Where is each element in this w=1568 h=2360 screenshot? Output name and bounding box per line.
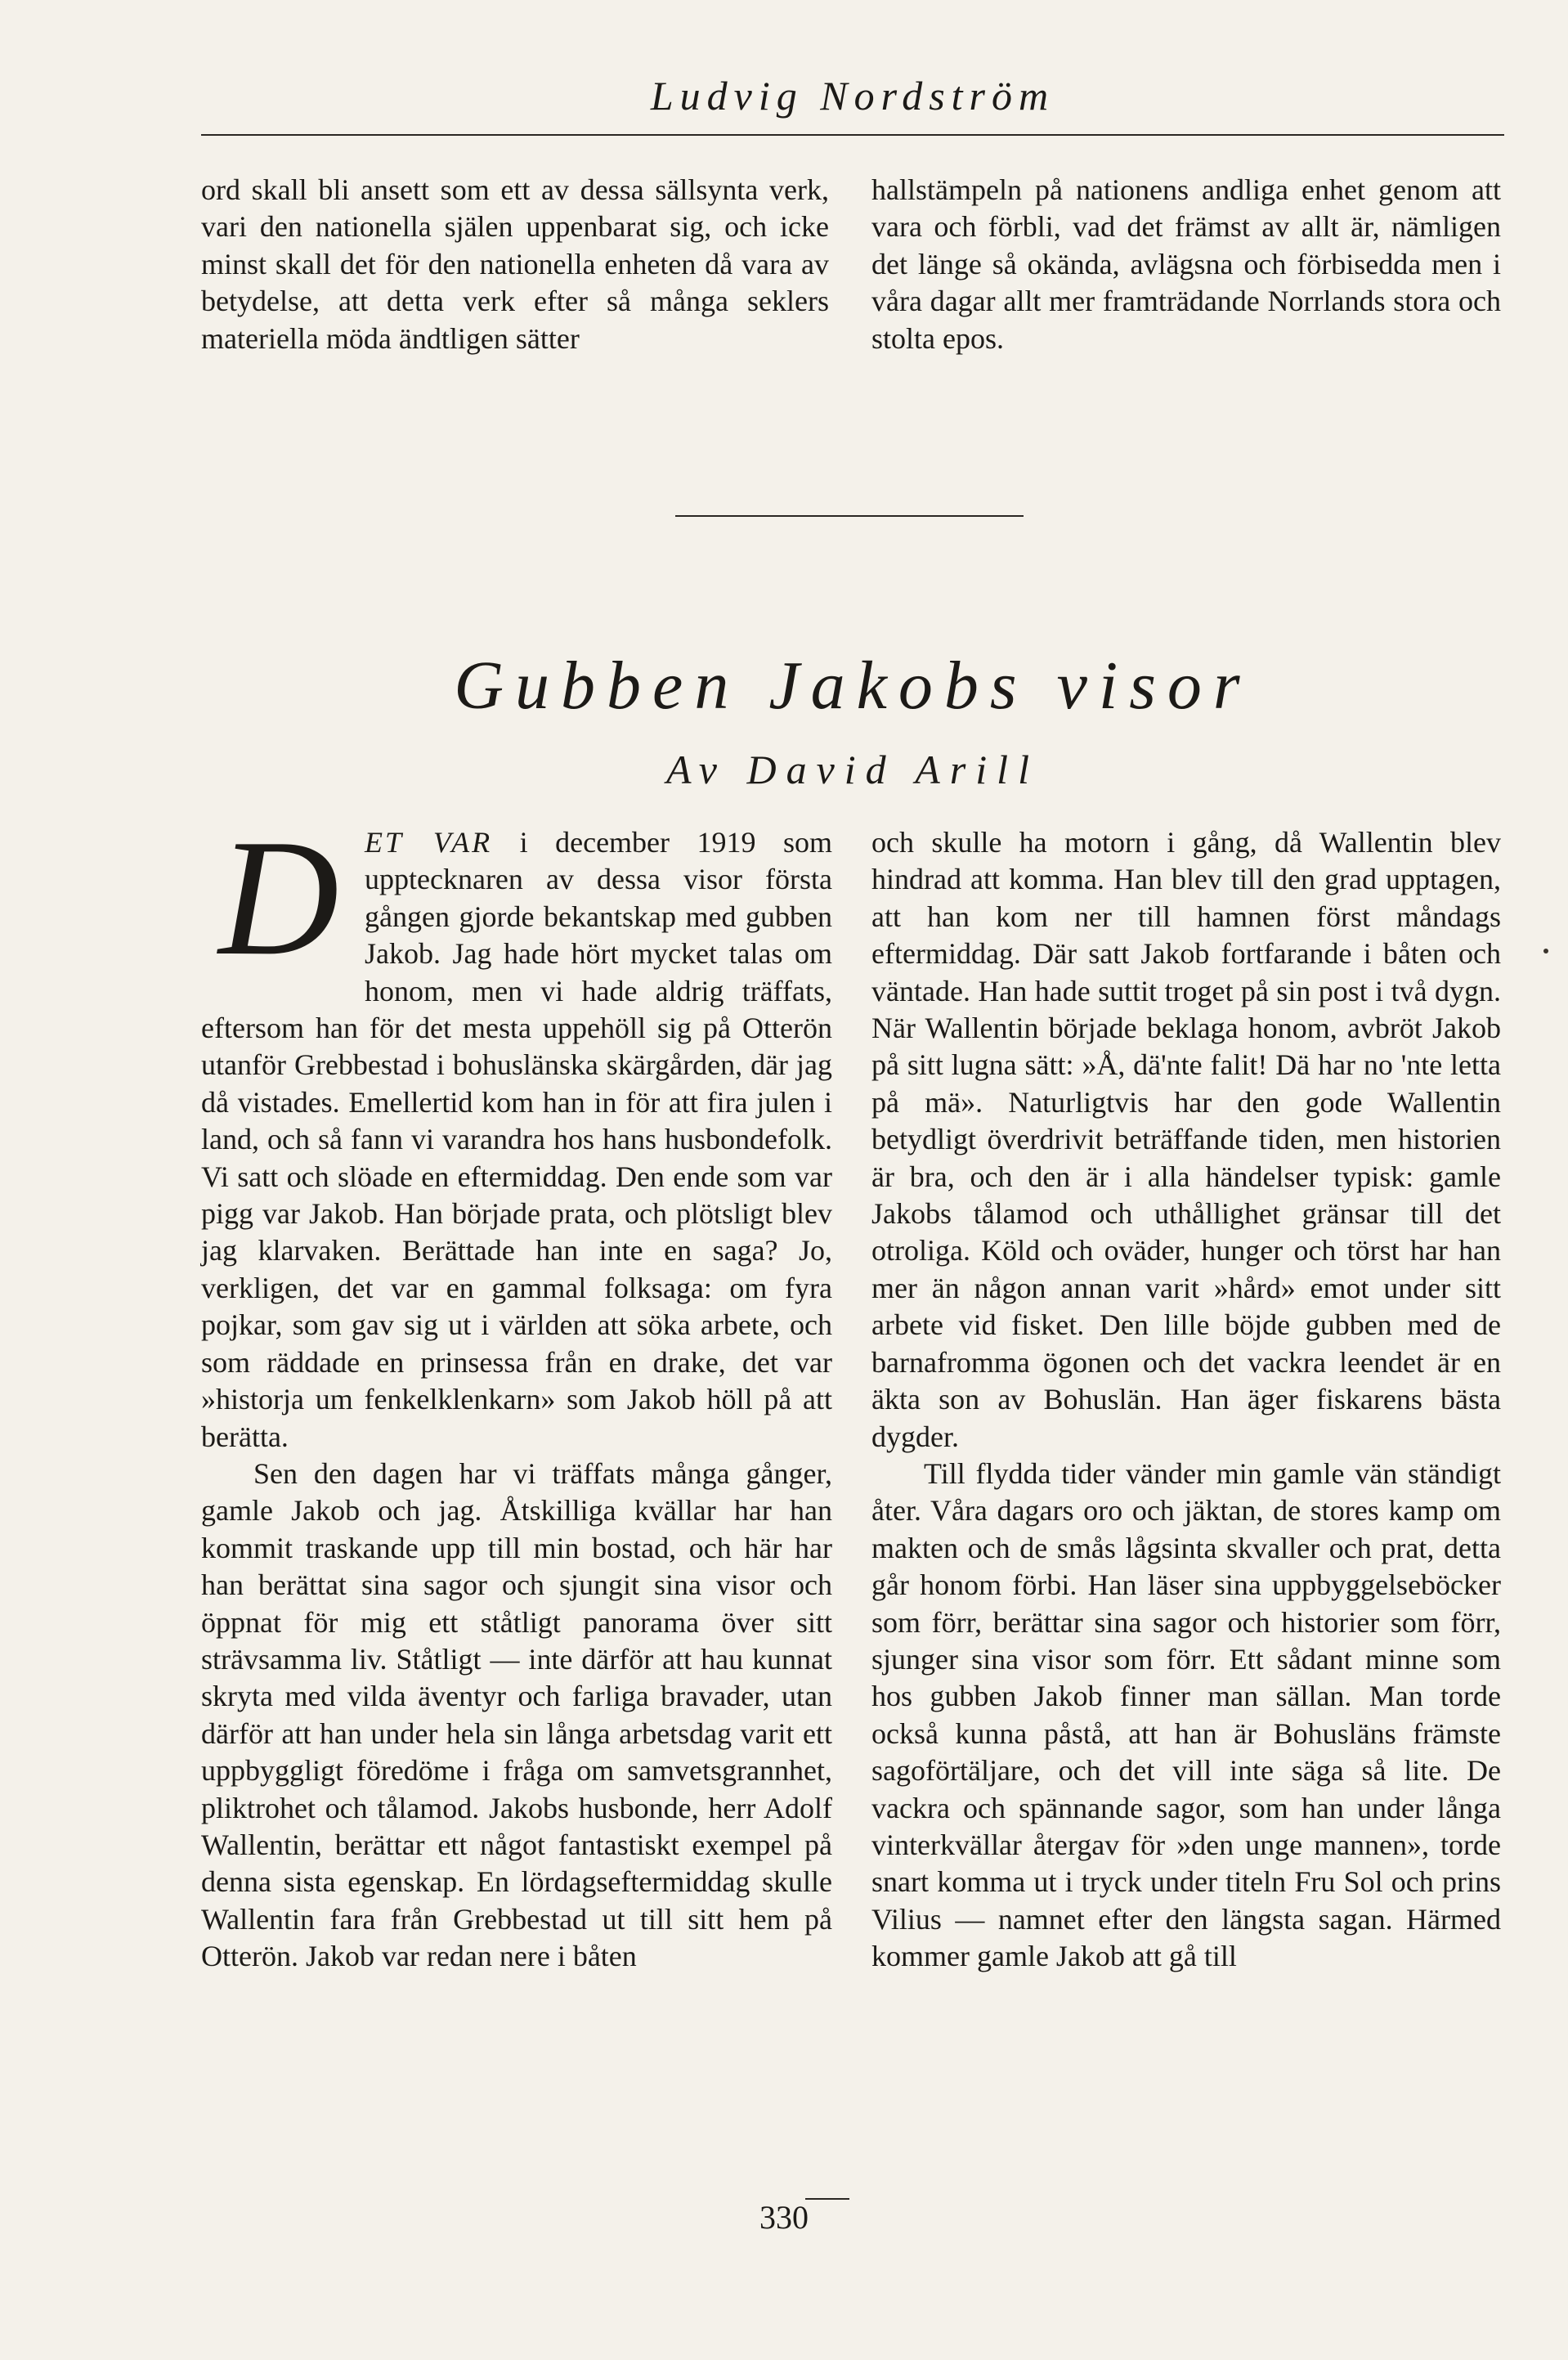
article-paragraph-1-text: i december 1919 som upptecknaren av dessa visor första gången gjorde bekantskap med gubben Jakob. Jag hade hört mycket talas om honom, men vi hade aldrig träffats, eftersom han för det mesta uppehöll sig på Otterön utanför Grebbestad i bohuslänska skärgården, där jag då vistades. Emellertid kom han in för att fira julen i land, och så fann vi varandra hos hans husbondefolk. Vi satt och slöade en eftermiddag. Den ende som var pigg var Jakob. Han började prata, och plötsligt blev jag klarvaken. Berättade han inte en saga? Jo, verkligen, det var en gammal folksaga: om fyra pojkar, som gav sig ut i världen att söka arbete, och som räddade en prinsessa från en drake, det var »historja um fenkelklenkarn» som Jakob höll på att berätta. xyxy=(201,826,832,1453)
article-paragraph-1 xyxy=(201,805,832,1456)
running-head: Ludvig Nordström xyxy=(650,73,1055,119)
margin-speck xyxy=(1543,949,1548,953)
article-right-column xyxy=(871,824,1501,1976)
page-number: 330 xyxy=(759,2199,809,2236)
article-title: Gubben Jakobs visor xyxy=(454,648,1252,724)
header-rule xyxy=(201,134,1504,136)
article-paragraph-3: och skulle ha motorn i gång, då Wallentin blev hindrad att komma. Han blev till den grad upptagen, att han kom ner till hamnen först måndags eftermiddag. Där satt Jakob fortfarande i båten och väntade. Han hade suttit troget på sin post i två dygn. När Wallentin började beklaga honom, avbröt Jakob på sitt lugna sätt: »Å, dä'nte falit! Dä har no 'nte letta på mä». Naturligtvis har den gode Wallentin betydligt överdrivit beträffande tiden, men historien är bra, och den är i alla händelser typisk: gamle Jakobs tålamod och uthållighet gränsar till det otroliga. Köld och oväder, hunger och törst har han mer än någon annan varit »hård» emot under sitt arbete vid fisket. Den lille böjde gubben med de barnafromma ögonen och det vackra leendet är en äkta son av Bohuslän. Han äger fiskarens bästa dygder. xyxy=(871,826,1501,1453)
previous-article-text-left: ord skall bli ansett som ett av dessa sällsynta verk, vari den nationella själen uppenbarat sig, och icke minst skall det för den nationella enheten då vara av betydelse, att detta verk efter så många seklers materiella möda ändtligen sätter xyxy=(201,173,829,355)
article-paragraph-4: Till flydda tider vänder min gamle vän ständigt åter. Våra dagars oro och jäktan, de stores kamp om makten och de smås lågsinta skvaller och prat, detta går honom förbi. Han läser sina uppbyggelseböcker som förr, berättar sina sagor och historier som förr, sjunger sina visor som förr. Ett sådant minne som hos gubben Jakob finner man sällan. Man torde också kunna påstå, att han är Bohusläns främste sagoförtäljare, och det vill inte säga så lite. De vackra och spännande sagor, som han under långa vinterkvällar återgav för »den unge mannen», torde snart komma ut i tryck under titeln Fru Sol och prins Vilius — namnet efter den längsta sagan. Härmed kommer gamle Jakob att gå till xyxy=(871,1456,1501,1973)
article-left-column xyxy=(201,805,832,1976)
article-paragraph-2: Sen den dagen har vi träffats många gånger, gamle Jakob och jag. Åtskilliga kvällar har han kommit traskande upp till min bostad, och här har han berättat sina sagor och sjungit sina visor och öppnat för mig ett ståtligt panorama över sitt strävsamma liv. Ståtligt — inte därför att hau kunnat skryta med vilda äventyr och farliga bravader, utan därför att han under hela sin långa arbetsdag varit ett uppbyggligt föredöme i fråga om samvetsgrannhet, pliktrohet och tålamod. Jakobs husbonde, herr Adolf Wallentin, berättar ett något fantastiskt exempel på denna sista egenskap. En lördagseftermiddag skulle Wallentin fara från Grebbestad ut till sitt hem på Otterön. Jakob var redan nere i båten xyxy=(201,1456,832,1973)
previous-article-left-column xyxy=(201,172,829,357)
previous-article-text-right: hallstämpeln på nationens andliga enhet genom att vara och förbli, vad det främst av allt är, nämligen det länge så okända, avlägsna och förbisedda men i våra dagar allt mer framträdande Norrlands stora och stolta epos. xyxy=(871,173,1501,355)
section-divider xyxy=(675,515,1024,517)
drop-cap: D xyxy=(218,805,339,990)
article-byline: Av David Arill xyxy=(666,747,1039,792)
previous-article-right-column xyxy=(871,172,1501,357)
opening-words: ET VAR xyxy=(365,826,493,859)
